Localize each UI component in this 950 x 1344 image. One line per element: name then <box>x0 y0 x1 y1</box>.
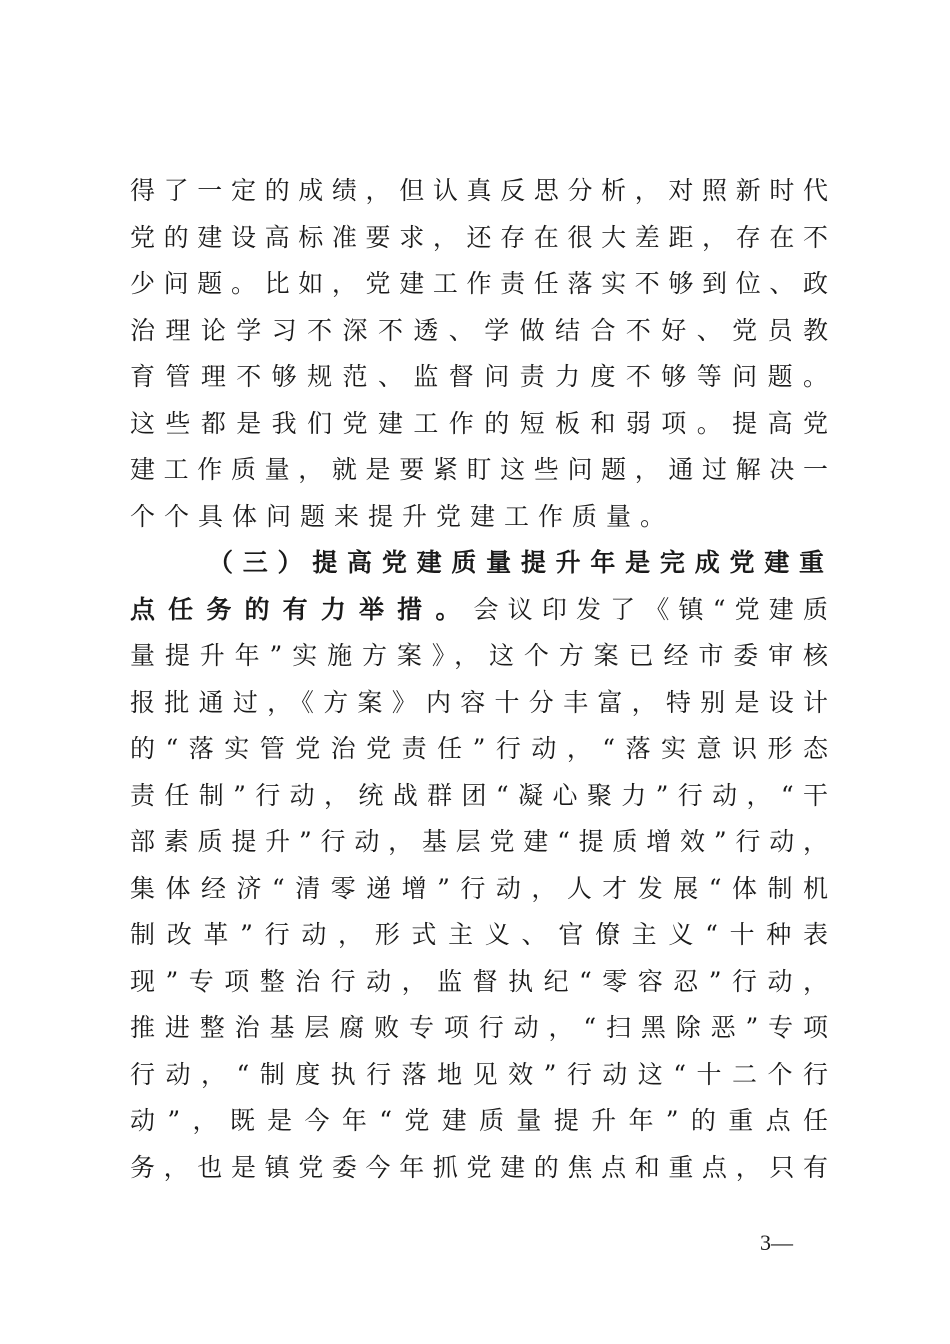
text-line: 育管理不够规范、监督问责力度不够等问题。 <box>130 362 830 391</box>
text-line: 量提升年”实施方案》，这个方案已经市委审核 <box>130 641 830 670</box>
text-line: 得了一定的成绩，但认真反思分析，对照新时代 <box>130 176 830 205</box>
text-line: 部素质提升”行动，基层党建“提质增效”行动， <box>130 827 830 856</box>
text-line <box>130 587 830 634</box>
text-line: 治理论学习不深不透、学做结合不好、党员教 <box>130 315 830 345</box>
section-heading: （三）提高党建质量提升年是完成党建重 <box>208 548 830 577</box>
text-line: 行动，“制度执行落地见效”行动这“十二个行 <box>130 1059 830 1089</box>
text-span: 会议印发了《镇“党建质 <box>473 594 830 624</box>
text-line: 现”专项整治行动，监督执纪“零容忍”行动， <box>130 966 830 996</box>
text-line: 建工作质量，就是要紧盯这些问题，通过解决一 <box>130 455 830 484</box>
text-line: 制改革”行动，形式主义、官僚主义“十种表 <box>130 920 830 949</box>
text-line: 少问题。比如，党建工作责任落实不够到位、政 <box>130 269 830 298</box>
section-heading-continuation: 点任务的有力举措。 <box>130 594 474 624</box>
body-text <box>130 168 830 1191</box>
text-line: 报批通过，《方案》内容十分丰富，特别是设计 <box>130 687 830 717</box>
text-line: 这些都是我们党建工作的短板和弱项。提高党 <box>130 408 830 438</box>
page-number: 3— <box>760 1230 793 1255</box>
text-line: 务，也是镇党委今年抓党建的焦点和重点，只有 <box>130 1152 830 1182</box>
text-line: 个个具体问题来提升党建工作质量。 <box>130 501 675 531</box>
text-line: 的“落实管党治党责任”行动，“落实意识形态 <box>130 734 830 763</box>
text-line: 集体经济“清零递增”行动，人才发展“体制机 <box>130 873 830 903</box>
text-line: 党的建设高标准要求，还存在很大差距，存在不 <box>130 222 830 252</box>
text-line: 动”，既是今年“党建质量提升年”的重点任 <box>130 1106 830 1135</box>
text-line: 责任制”行动，统战群团“凝心聚力”行动，“干 <box>130 780 830 810</box>
text-line: 推进整治基层腐败专项行动，“扫黑除恶”专项 <box>130 1013 830 1042</box>
